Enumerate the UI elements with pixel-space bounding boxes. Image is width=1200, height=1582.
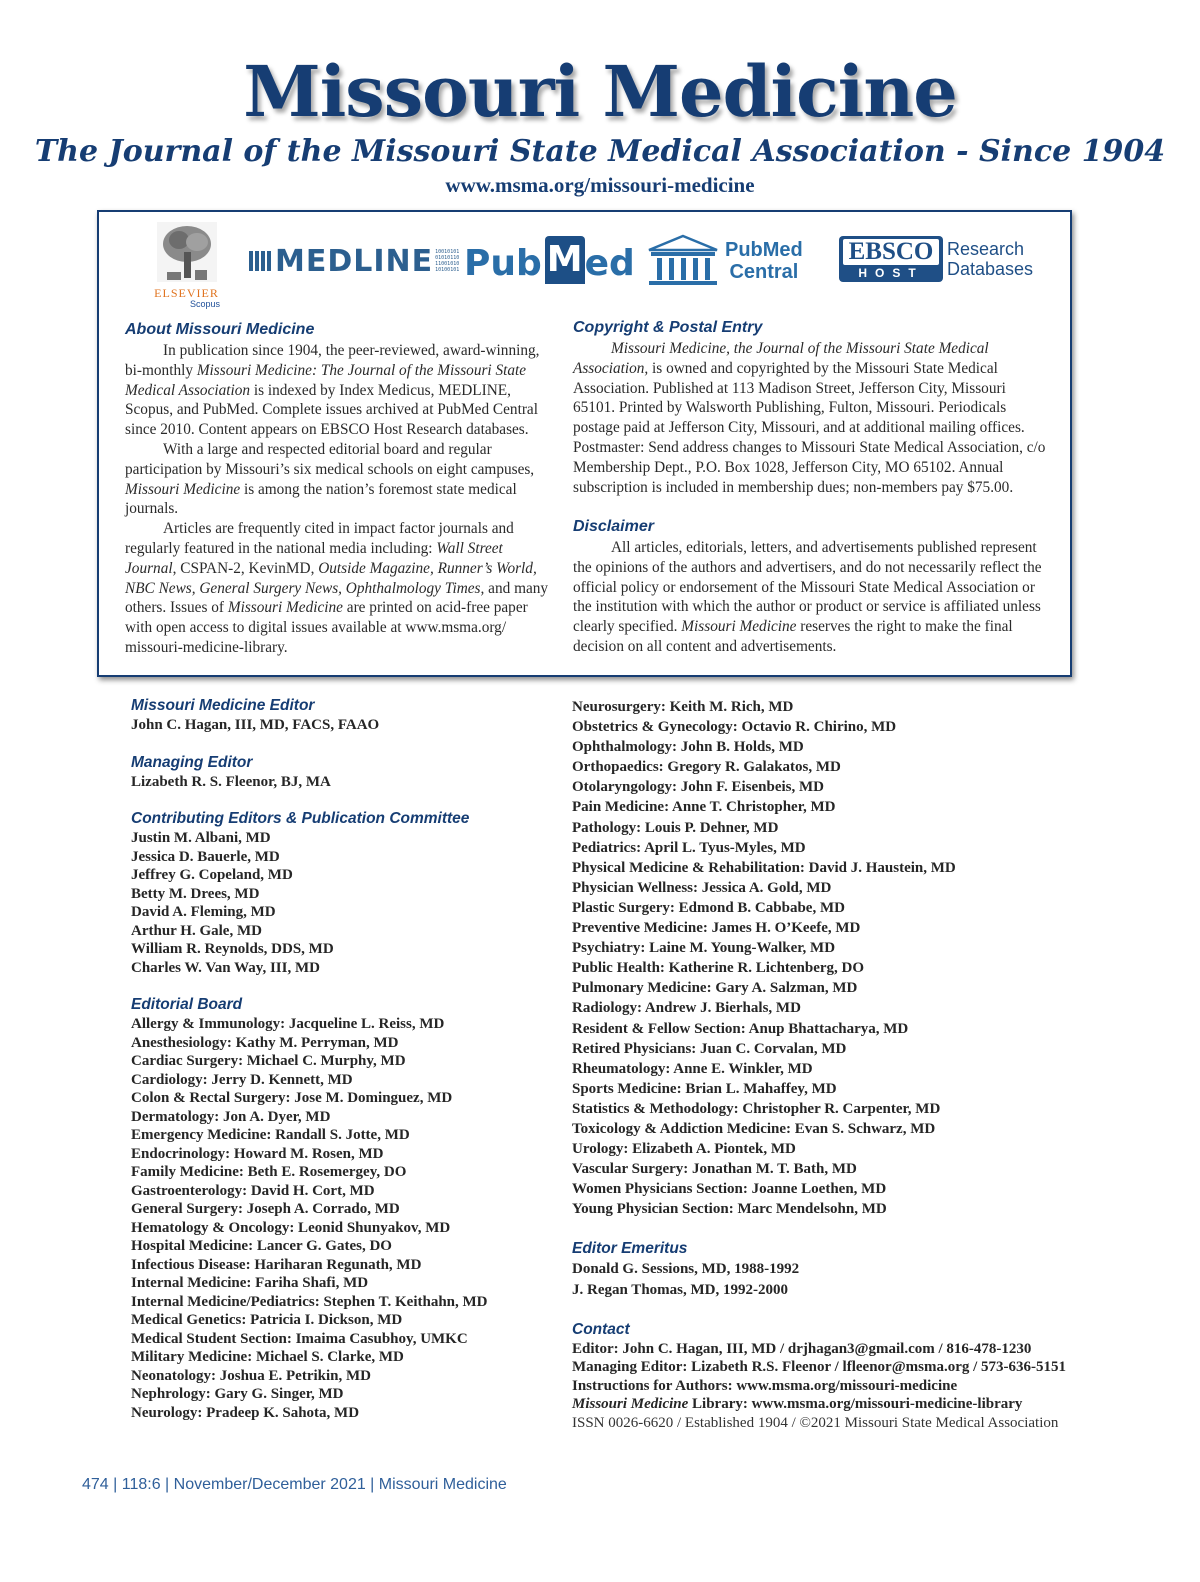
board-member: Pulmonary Medicine: Gary A. Salzman, MD xyxy=(572,980,858,997)
board-member: Gastroenterology: David H. Cort, MD xyxy=(131,1182,375,1199)
about-heading: About Missouri Medicine xyxy=(125,321,315,338)
board-member: Otolaryngology: John F. Eisenbeis, MD xyxy=(572,779,824,796)
board-member: Internal Medicine/Pediatrics: Stephen T. Keithahn, MD xyxy=(131,1293,488,1310)
board-member: Physical Medicine & Rehabilitation: David J. Haustein, MD xyxy=(572,859,956,876)
journal-subtitle: The Journal of the Missouri State Medical Association - Since 1904 xyxy=(34,134,1166,169)
editor-heading: Missouri Medicine Editor xyxy=(131,697,315,714)
board-member: Allergy & Immunology: Jacqueline L. Reiss, MD xyxy=(131,1016,445,1032)
medline-bars-icon xyxy=(249,251,271,271)
managing-editor-heading: Managing Editor xyxy=(131,753,253,771)
board-member: Dermatology: Jon A. Dyer, MD xyxy=(131,1108,331,1125)
board-member: General Surgery: Joseph A. Corrado, MD xyxy=(131,1201,400,1217)
board-member: Pathology: Louis P. Dehner, MD xyxy=(572,819,779,836)
board-member: Obstetrics & Gynecology: Octavio R. Chirino, MD xyxy=(572,719,897,736)
about-paragraph: Articles are frequently cited in impact factor journals and regularly featured in the national media including: Wall Street Journal, CSPAN-2, KevinMD, Outside Magazine, Runner’s World, NBC News, General Surgery News, Ophthalmology Times, and many others. Issues of Missouri Medicine are printed on acid-free paper with open access to digital issues available at www.msma.org/ missouri-medicine-library. xyxy=(125,520,549,656)
editors-left-column xyxy=(131,696,551,1422)
board-member: Preventive Medicine: James H. O’Keefe, MD xyxy=(572,920,861,937)
board-member: Sports Medicine: Brian L. Mahaffey, MD xyxy=(572,1080,837,1097)
issn-line: ISSN 0026-6620 / Established 1904 / ©2021 Missouri State Medical Association xyxy=(572,1414,1059,1431)
contact-instructions[interactable]: Instructions for Authors: www.msma.org/missouri-medicine xyxy=(572,1377,958,1394)
editorial-board-list-left xyxy=(131,1015,551,1422)
contact-editor[interactable]: Editor: John C. Hagan, III, MD / drjhagan3@gmail.com / 816-478-1230 xyxy=(572,1340,1032,1357)
contributing-editor: Arthur H. Gale, MD xyxy=(131,922,262,939)
masthead xyxy=(0,52,1200,198)
board-member: Cardiac Surgery: Michael C. Murphy, MD xyxy=(131,1053,406,1069)
board-member: Women Physicians Section: Joanne Loethen, MD xyxy=(572,1181,887,1198)
about-paragraph: In publication since 1904, the peer-reviewed, award-winning, bi-monthly Missouri Medicine: The Journal of the Missouri State Medical Association is indexed by Index Medicus, MEDLINE, Scopus, and PubMed. Complete issues archived at PubMed Central since 2010. Content appears on EBSCO Host Research databases. xyxy=(125,342,540,439)
board-member: Medical Student Section: Imaima Casubhoy, UMKC xyxy=(131,1330,468,1347)
board-member: Ophthalmology: John B. Holds, MD xyxy=(572,739,804,756)
about-paragraph: With a large and respected editorial board and regular participation by Missouri’s six medical schools on eight campuses, Missouri Medicine is among the nation’s foremost state medical journals. xyxy=(125,440,535,518)
board-member: Family Medicine: Beth E. Rosemergey, DO xyxy=(131,1164,407,1180)
board-member: Pain Medicine: Anne T. Christopher, MD xyxy=(572,799,836,816)
ebsco-logo: EBSCO HOST Research Databases xyxy=(839,236,1033,282)
elsevier-tree-icon xyxy=(157,222,217,282)
contributing-editors-list xyxy=(131,829,551,977)
contributing-editor: Charles W. Van Way, III, MD xyxy=(131,959,320,976)
contact-section xyxy=(572,1320,1092,1433)
disclaimer-heading: Disclaimer xyxy=(573,518,654,535)
contact-managing-editor[interactable]: Managing Editor: Lizabeth R.S. Fleenor / lfleenor@msma.org / 573-636-5151 xyxy=(572,1359,1067,1376)
editor-name: John C. Hagan, III, MD, FACS, FAAO xyxy=(131,717,380,733)
copyright-heading: Copyright & Postal Entry xyxy=(573,319,763,336)
board-member: Statistics & Methodology: Christopher R. Carpenter, MD xyxy=(572,1100,941,1117)
editor-emeritus-heading: Editor Emeritus xyxy=(572,1240,688,1258)
copyright-paragraph: Missouri Medicine, the Journal of the Missouri State Medical Association, is owned and copyrighted by the Missouri State Medical Association. Published at 113 Madison Street, Jefferson City, Missouri 65101. Printed by Walsworth Publishing, Fulton, Missouri. Periodicals postage paid at Jefferson City, Missouri, and at additional mailing offices. Postmaster: Send address changes to Missouri State Medical Association, c/o Membership Dept., P.O. Box 1028, Jefferson City, MO 65102. Annual subscription is included in membership dues; non-members pay $75.00. xyxy=(573,340,1046,496)
pubmed-central-logo: PubMed Central xyxy=(647,234,803,288)
contact-library[interactable]: Missouri Medicine Library: www.msma.org/missouri-medicine-library xyxy=(572,1396,1023,1413)
board-member: Physician Wellness: Jessica A. Gold, MD xyxy=(572,879,832,896)
board-member: Plastic Surgery: Edmond B. Cabbabe, MD xyxy=(572,899,845,916)
managing-editor-name: Lizabeth R. S. Fleenor, BJ, MA xyxy=(131,773,331,790)
board-member: Endocrinology: Howard M. Rosen, MD xyxy=(131,1145,384,1162)
board-member: Neonatology: Joshua E. Petrikin, MD xyxy=(131,1367,371,1384)
editor-emeritus: J. Regan Thomas, MD, 1992-2000 xyxy=(572,1281,788,1298)
editor-emeritus: Donald G. Sessions, MD, 1988-1992 xyxy=(572,1261,800,1278)
info-box xyxy=(97,210,1072,677)
board-member: Retired Physicians: Juan C. Corvalan, MD xyxy=(572,1040,847,1057)
board-member: Resident & Fellow Section: Anup Bhattacharya, MD xyxy=(572,1020,909,1037)
contributing-editor: William R. Reynolds, DDS, MD xyxy=(131,941,334,957)
contributing-editor: Jeffrey G. Copeland, MD xyxy=(131,867,293,883)
board-member: Military Medicine: Michael S. Clarke, MD xyxy=(131,1349,404,1365)
board-member: Cardiology: Jerry D. Kennett, MD xyxy=(131,1071,353,1088)
board-member: Toxicology & Addiction Medicine: Evan S. Schwarz, MD xyxy=(572,1120,936,1137)
board-member: Rheumatology: Anne E. Winkler, MD xyxy=(572,1060,813,1077)
pmc-building-icon xyxy=(647,234,719,288)
board-member: Radiology: Andrew J. Bierhals, MD xyxy=(572,1000,801,1017)
board-member: Orthopaedics: Gregory R. Galakatos, MD xyxy=(572,759,841,776)
board-member: Nephrology: Gary G. Singer, MD xyxy=(131,1386,344,1402)
contributing-editors-heading: Contributing Editors & Publication Committee xyxy=(131,810,470,827)
journal-title: Missouri Medicine xyxy=(243,50,957,133)
board-member: Emergency Medicine: Randall S. Jotte, MD xyxy=(131,1127,410,1143)
board-member: Vascular Surgery: Jonathan M. T. Bath, MD xyxy=(572,1161,857,1178)
ebsco-badge: EBSCO HOST xyxy=(839,236,943,282)
index-logos xyxy=(99,212,1070,312)
board-member: Pediatrics: April L. Tyus-Myles, MD xyxy=(572,839,806,856)
contributing-editor: Jessica D. Bauerle, MD xyxy=(131,848,280,865)
board-member: Young Physician Section: Marc Mendelsohn, MD xyxy=(572,1201,887,1218)
editors-right-column xyxy=(572,697,1092,1432)
board-member: Public Health: Katherine R. Lichtenberg, DO xyxy=(572,960,865,977)
elsevier-logo: ELSEVIER Scopus xyxy=(149,222,224,314)
board-member: Infectious Disease: Hariharan Regunath, MD xyxy=(131,1256,422,1273)
pubmed-logo: Pub M ed xyxy=(464,236,635,284)
disclaimer-section xyxy=(573,517,1051,657)
board-member: Neurosurgery: Keith M. Rich, MD xyxy=(572,699,794,715)
board-member: Hematology & Oncology: Leonid Shunyakov, MD xyxy=(131,1219,451,1236)
medline-logo: MEDLINE 10010101 01010110 11001010 10100101 xyxy=(249,244,459,278)
editorial-board-heading: Editorial Board xyxy=(131,996,243,1013)
board-member: Hospital Medicine: Lancer G. Gates, DO xyxy=(131,1238,392,1254)
editorial-board-list-right xyxy=(572,697,1092,1219)
contributing-editor: Betty M. Drees, MD xyxy=(131,885,260,902)
page-footer: 474 | 118:6 | November/December 2021 | Missouri Medicine xyxy=(82,1476,507,1493)
editor-emeritus-list xyxy=(572,1259,1092,1299)
board-member: Urology: Elizabeth A. Piontek, MD xyxy=(572,1141,796,1158)
copyright-section xyxy=(573,318,1051,497)
disclaimer-paragraph: All articles, editorials, letters, and advertisements published represent the opinions of the authors and advertisers, and do not necessarily reflect the official policy or endorsement of the Missouri State Medical Association or the institution with which the author or product or service is affiliated unless clearly specified. Missouri Medicine reserves the right to make the final decision on all content and advertisements. xyxy=(573,539,1042,655)
board-member: Medical Genetics: Patricia I. Dickson, MD xyxy=(131,1312,403,1328)
board-member: Psychiatry: Laine M. Young-Walker, MD xyxy=(572,940,836,957)
board-member: Anesthesiology: Kathy M. Perryman, MD xyxy=(131,1034,399,1051)
board-member: Internal Medicine: Fariha Shafi, MD xyxy=(131,1275,369,1291)
board-member: Neurology: Pradeep K. Sahota, MD xyxy=(131,1404,360,1421)
about-section xyxy=(125,320,549,658)
contributing-editor: Justin M. Albani, MD xyxy=(131,830,271,846)
journal-url[interactable]: www.msma.org/missouri-medicine xyxy=(445,173,755,197)
contact-heading: Contact xyxy=(572,1320,630,1338)
board-member: Colon & Rectal Surgery: Jose M. Dominguez, MD xyxy=(131,1090,453,1106)
binary-icon: 10010101 01010110 11001010 10100101 xyxy=(435,249,460,273)
contributing-editor: David A. Fleming, MD xyxy=(131,904,276,920)
